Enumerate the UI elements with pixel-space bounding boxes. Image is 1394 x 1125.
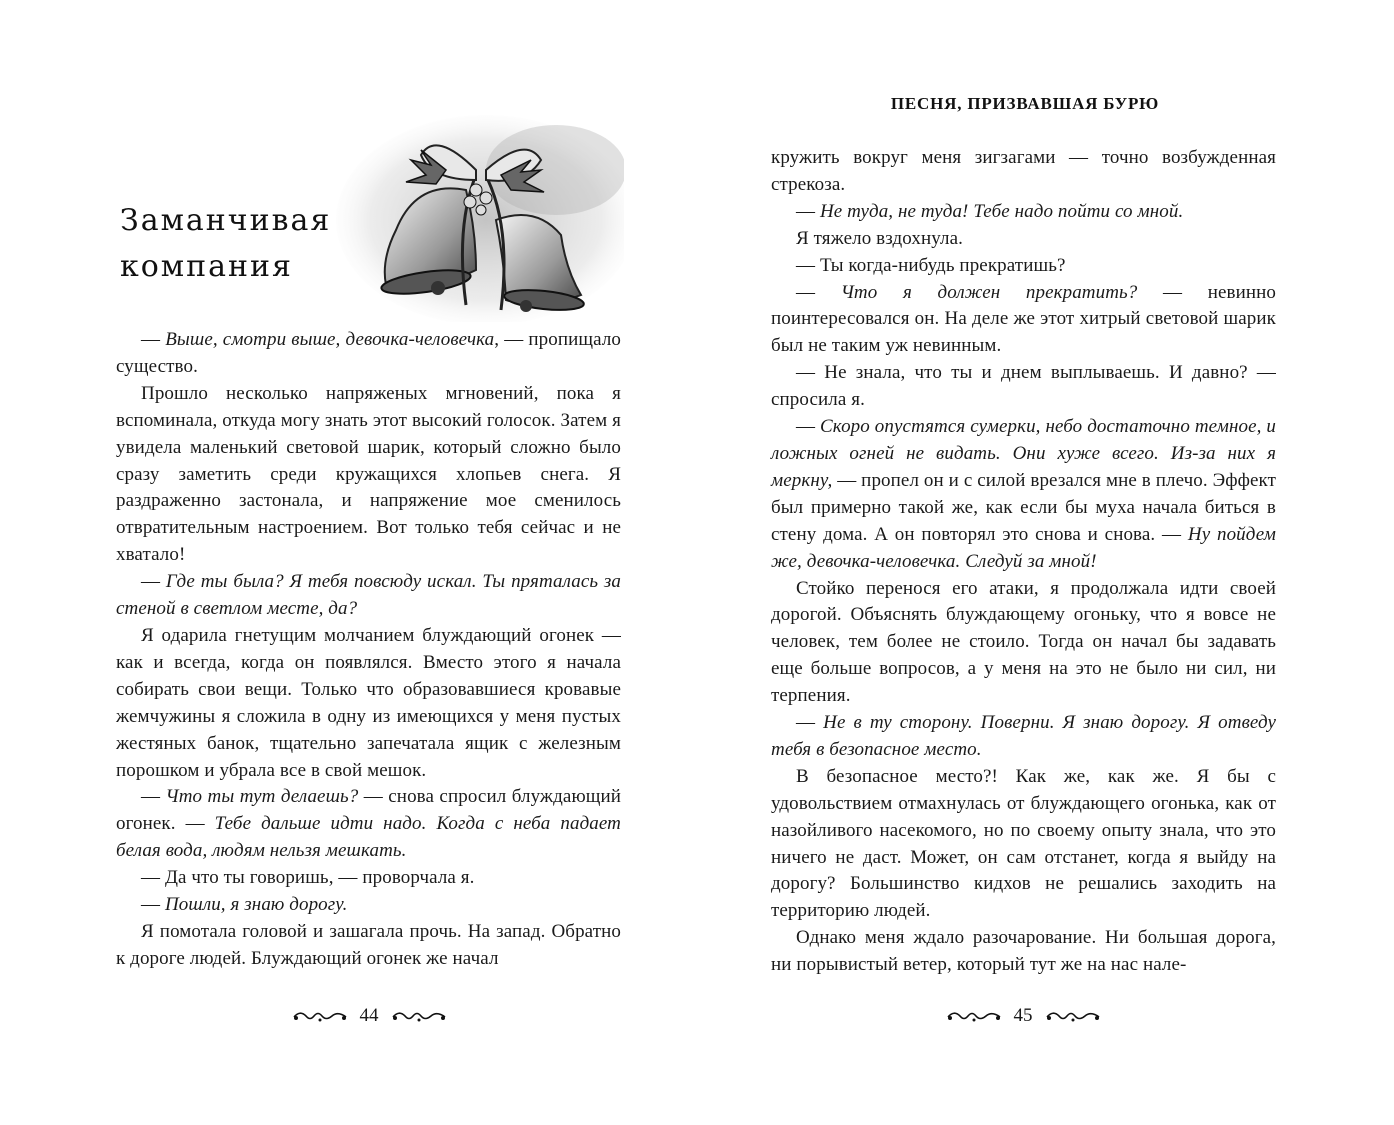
text-run: В безопасное место?! Как же, как же. Я бы с удовольствием отмахнулась от блуждающего огонька, как от назойливого насекомого, но по своему опыту знала, что это ничего не даст. Может, он сам отстанет, когда я выйду на дорогу? Большинство кидхов не решались заходить на территорию людей. <box>771 765 1276 922</box>
text-run: — снова спросил блуждающий огонек. — <box>116 786 622 835</box>
text-run: Стойко перенося его атаки, я продолжала идти своей дорогой. Объяснять блуждающему огоньку, что я вовсе не человек, тем более не стоило. Тогда он начал бы задавать еще больше вопросов, а у меня на это не было ни сил, ни терпения. <box>771 577 1276 707</box>
chapter-title <box>120 198 331 290</box>
text-run: Я помотала головой и зашагала прочь. На запад. Обратно к дороге людей. Блуждающий огонек же начал <box>116 920 621 969</box>
flourish-ornament-icon <box>1045 1008 1101 1024</box>
text-run: — Да что ты говоришь, — проворчала я. <box>141 867 475 889</box>
italic-text-run: Что я должен прекратить? <box>840 281 1138 303</box>
text-run: — Ты когда-нибудь прекратишь? <box>796 254 1066 276</box>
paragraph <box>116 784 621 865</box>
italic-text-run: Тебе дальше идти надо. Когда с неба падает белая вода, людям нельзя мешкать. <box>116 813 621 862</box>
text-run: — <box>141 329 166 350</box>
christmas-bells-illustration <box>326 110 624 322</box>
text-run: — <box>141 786 166 808</box>
paragraph <box>771 226 1276 253</box>
italic-text-run: Где ты была? Я тебя повсюду искал. Ты пряталась за стеной в светлом месте, да? <box>116 571 622 620</box>
text-run: — <box>141 571 166 593</box>
text-run: — невинно поинтересовался он. На деле же этот хитрый световой шарик был не таким уж невинным. <box>771 281 1276 357</box>
paragraph <box>116 919 621 973</box>
right-page <box>697 0 1394 1125</box>
paragraph <box>116 569 621 623</box>
folio-left <box>259 1001 479 1031</box>
paragraph <box>771 280 1276 361</box>
text-run: Я тяжело вздохнула. <box>796 227 963 249</box>
paragraph <box>771 710 1276 764</box>
text-run: — <box>796 200 820 222</box>
flourish-ornament-icon <box>391 1008 447 1024</box>
paragraph <box>116 865 621 892</box>
paragraph <box>771 925 1276 979</box>
italic-text-run: Пошли, я знаю дорогу. <box>164 894 348 916</box>
paragraph <box>771 253 1276 280</box>
flourish-ornament-icon <box>946 1008 1002 1024</box>
paragraph <box>771 764 1276 925</box>
text-run: — <box>141 894 165 916</box>
italic-text-run: Выше, смотри выше, девочка-человечка <box>165 329 495 350</box>
left-page-body <box>116 327 621 973</box>
paragraph <box>771 145 1276 199</box>
paragraph <box>771 199 1276 226</box>
page-number: 44 <box>359 1005 379 1026</box>
italic-text-run: Ну пойдем же, девочка-человечка. Следуй за мной! <box>771 523 1277 572</box>
paragraph <box>116 892 621 919</box>
text-run: — <box>796 416 821 438</box>
paragraph <box>116 327 621 381</box>
text-run: — <box>796 281 841 303</box>
paragraph <box>771 414 1276 575</box>
flourish-ornament-icon <box>292 1008 348 1024</box>
chapter-title-line1: Заманчивая <box>120 203 332 238</box>
text-run: Я одарила гнетущим молчанием блуждающий огонек — как и всегда, когда он появлялся. Вместо этого я начала собирать свои вещи. Только что образовавшиеся кровавые жемчужины я сложила в одну из имеющихся у меня пустых жестяных банок, тщательно запечатала ящик с железным порошком и убрала все в свой мешок. <box>116 624 621 781</box>
italic-text-run: Скоро опустятся сумерки, небо достаточно темное, и ложных огней не видать. Они хуже всего. Из-за них я меркну, <box>771 416 1276 491</box>
folio-right <box>913 1001 1133 1031</box>
paragraph <box>771 360 1276 414</box>
text-run: , — пропищало существо. <box>116 329 622 377</box>
running-header: ПЕСНЯ, ПРИЗВАВШАЯ БУРЮ <box>890 94 1160 113</box>
text-run: Прошло несколько напряженых мгновений, пока я вспоминала, откуда могу знать этот высокий голосок. Затем я увидела маленький световой шарик, который сложно было сразу заметить среди кружащихся хлопьев снега. Я раздраженно застонала, и напряжение мое сменилось отвратительным настроением. Вот только тебя сейчас и не хватало! <box>116 382 621 566</box>
text-run: — пропел он и с силой врезался мне в плечо. Эффект был примерно такой же, как если бы муха начала биться в стену дома. А он повторял это снова и снова. — <box>771 469 1276 545</box>
right-page-body <box>771 145 1276 979</box>
text-run: Однако меня ждало разочарование. Ни большая дорога, ни порывистый ветер, который тут же на нас нале- <box>771 927 1276 976</box>
paragraph <box>771 576 1276 711</box>
page-number: 45 <box>1013 1005 1033 1026</box>
italic-text-run: Не туда, не туда! Тебе надо пойти со мной. <box>819 200 1184 222</box>
italic-text-run: Что ты тут делаешь? <box>165 786 359 808</box>
paragraph <box>116 623 621 784</box>
paragraph <box>116 381 621 569</box>
italic-text-run: Не в ту сторону. Поверни. Я знаю дорогу. Я отведу тебя в безопасное место. <box>771 712 1276 760</box>
chapter-title-line2: компания <box>120 249 293 284</box>
text-run: — <box>796 712 824 734</box>
text-run: — Не знала, что ты и днем выплываешь. И давно? — спросила я. <box>771 362 1276 411</box>
text-run: кружить вокруг меня зигзагами — точно возбужденная стрекоза. <box>771 147 1276 195</box>
